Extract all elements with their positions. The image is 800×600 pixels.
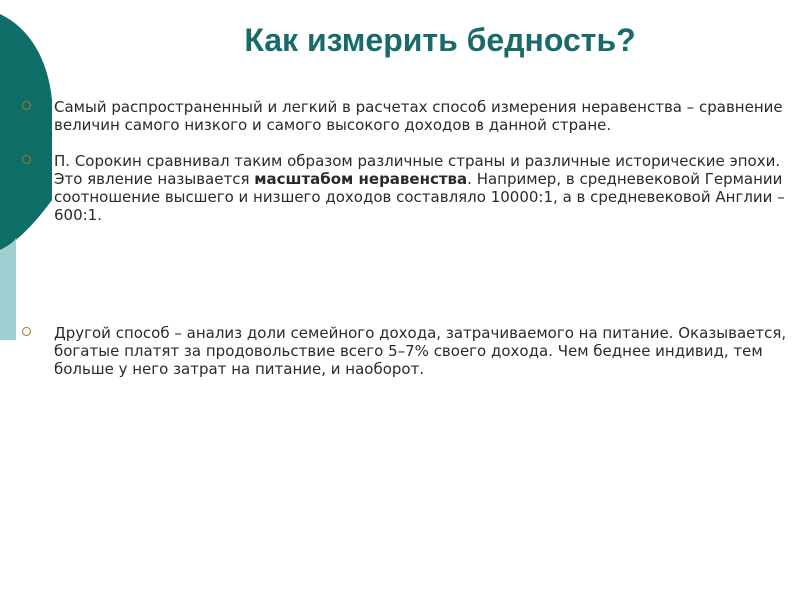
bullet-item — [22, 152, 792, 224]
bullet-text: Самый распространенный и легкий в расчетах способ измерения неравенства – сравнение величин самого низкого и самого высокого доходов в данной стране. — [54, 98, 783, 134]
slide-title: Как измерить бедность? — [244, 22, 636, 58]
bullet-text: Другой способ – анализ доли семейного дохода, затрачиваемого на питание. Оказывается, богатые платят за продовольствие всего 5–7% своего дохода. Чем беднее индивид, тем больше у него затрат на питание, и наоборот. — [54, 324, 787, 378]
bullet-item — [22, 98, 792, 134]
bullet-emphasis: масштабом неравенства — [254, 170, 468, 188]
bullet-list — [22, 98, 792, 396]
bullet-text: П. Сорокин сравнивал таким образом различные страны и различные исторические эпохи. Это явление называется — [54, 152, 781, 188]
circle-bullet-icon — [22, 327, 31, 336]
circle-bullet-icon — [22, 155, 31, 164]
circle-bullet-icon — [22, 101, 31, 110]
bullet-item — [22, 324, 792, 378]
bullet-text: . Например, в средневековой Германии соотношение высшего и низшего доходов составляло 10000:1, а в средневековой Англии – 600:1. — [54, 170, 785, 224]
